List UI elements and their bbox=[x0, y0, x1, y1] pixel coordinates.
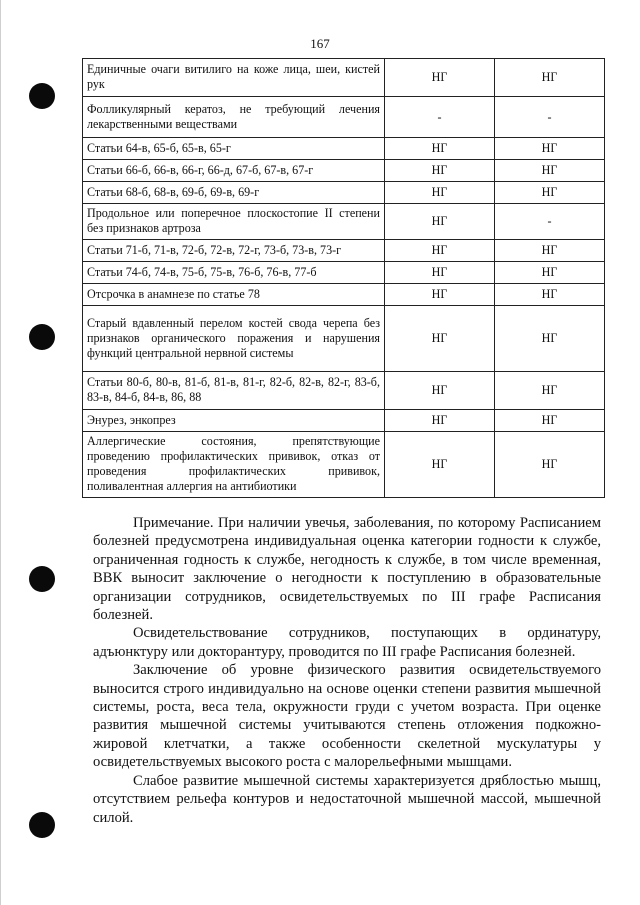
table-row bbox=[83, 138, 605, 160]
column-3-value: НГ bbox=[495, 59, 605, 97]
column-2-value: НГ bbox=[385, 138, 495, 160]
page-number: 167 bbox=[310, 36, 330, 51]
row-description: Статьи 80-б, 80-в, 81-б, 81-в, 81-г, 82-б, 82-в, 82-г, 83-б, 83-в, 84-б, 84-в, 86, 88 bbox=[83, 372, 385, 410]
table-row bbox=[83, 97, 605, 138]
table-row bbox=[83, 182, 605, 204]
category-table bbox=[82, 58, 605, 498]
column-3-value: НГ bbox=[495, 262, 605, 284]
column-3-value: - bbox=[495, 204, 605, 240]
note-paragraph: Освидетельствование сотрудников, поступающих в ординатуру, адъюнктуру или докторантуру, проводится по III графе Расписания болезней. bbox=[93, 625, 601, 660]
page-edge bbox=[0, 0, 1, 905]
column-2-value: НГ bbox=[385, 372, 495, 410]
row-description: Фолликулярный кератоз, не требующий лечения лекарственными веществами bbox=[83, 97, 385, 138]
note-paragraph: Примечание. При наличии увечья, заболевания, по которому Расписанием болезней предусмотрена индивидуальная оценка категории годности к службе, ограниченная годность к службе, негодность к службе, в том числе временная, ВВК выносит заключение о негодности к поступлению в образовательные организации сотрудников, освидетельствуемых по III графе Расписания болезней. bbox=[93, 515, 601, 624]
table-row bbox=[83, 432, 605, 498]
table-row bbox=[83, 160, 605, 182]
column-2-value: НГ bbox=[385, 306, 495, 372]
table-row bbox=[83, 262, 605, 284]
column-3-value: НГ bbox=[495, 182, 605, 204]
table-row bbox=[83, 204, 605, 240]
row-description: Продольное или поперечное плоскостопие II степени без признаков артроза bbox=[83, 204, 385, 240]
row-description: Старый вдавленный перелом костей свода черепа без признаков органического поражения и нарушения функций центральной нервной системы bbox=[83, 306, 385, 372]
column-2-value: НГ bbox=[385, 410, 495, 432]
note-paragraph: Заключение об уровне физического развития освидетельствуемого выносится строго индивидуально на основе оценки степени развития мышечной системы, роста, веса тела, окружности груди с учетом возраста. При оценке развития мышечной системы учитываются степень отложения подкожно-жировой клетчатки, а также особенности скелетной мускулатуры у освидетельствуемых высокого роста с малорельефными мышцами. bbox=[93, 662, 601, 771]
column-3-value: НГ bbox=[495, 160, 605, 182]
column-2-value: НГ bbox=[385, 59, 495, 97]
column-3-value: НГ bbox=[495, 372, 605, 410]
column-2-value: НГ bbox=[385, 262, 495, 284]
table-row bbox=[83, 372, 605, 410]
column-2-value: - bbox=[385, 97, 495, 138]
column-3-value: НГ bbox=[495, 284, 605, 306]
table-row bbox=[83, 284, 605, 306]
table-row bbox=[83, 306, 605, 372]
column-2-value: НГ bbox=[385, 432, 495, 498]
notes-section bbox=[93, 514, 601, 827]
row-description: Статьи 68-б, 68-в, 69-б, 69-в, 69-г bbox=[83, 182, 385, 204]
row-description: Отсрочка в анамнезе по статье 78 bbox=[83, 284, 385, 306]
column-3-value: НГ bbox=[495, 410, 605, 432]
row-description: Статьи 66-б, 66-в, 66-г, 66-д, 67-б, 67-в, 67-г bbox=[83, 160, 385, 182]
column-3-value: НГ bbox=[495, 138, 605, 160]
table-row bbox=[83, 240, 605, 262]
row-description: Энурез, энкопрез bbox=[83, 410, 385, 432]
column-2-value: НГ bbox=[385, 240, 495, 262]
punch-hole-icon bbox=[29, 83, 55, 109]
table-row bbox=[83, 59, 605, 97]
column-2-value: НГ bbox=[385, 160, 495, 182]
column-2-value: НГ bbox=[385, 182, 495, 204]
punch-hole-icon bbox=[29, 812, 55, 838]
row-description: Единичные очаги витилиго на коже лица, шеи, кистей рук bbox=[83, 59, 385, 97]
row-description: Статьи 71-б, 71-в, 72-б, 72-в, 72-г, 73-б, 73-в, 73-г bbox=[83, 240, 385, 262]
table-row bbox=[83, 410, 605, 432]
punch-hole-icon bbox=[29, 324, 55, 350]
row-description: Статьи 74-б, 74-в, 75-б, 75-в, 76-б, 76-в, 77-б bbox=[83, 262, 385, 284]
punch-hole-icon bbox=[29, 566, 55, 592]
column-2-value: НГ bbox=[385, 284, 495, 306]
column-3-value: - bbox=[495, 97, 605, 138]
row-description: Статьи 64-в, 65-б, 65-в, 65-г bbox=[83, 138, 385, 160]
column-3-value: НГ bbox=[495, 432, 605, 498]
column-2-value: НГ bbox=[385, 204, 495, 240]
column-3-value: НГ bbox=[495, 240, 605, 262]
note-paragraph: Слабое развитие мышечной системы характеризуется дряблостью мышц, отсутствием рельефа контуров и недостаточной мышечной массой, мышечной силой. bbox=[93, 772, 601, 826]
column-3-value: НГ bbox=[495, 306, 605, 372]
row-description: Аллергические состояния, препятствующие проведению профилактических прививок, отказ от проведения профилактических прививок, поливалентная аллергия на антибиотики bbox=[83, 432, 385, 498]
